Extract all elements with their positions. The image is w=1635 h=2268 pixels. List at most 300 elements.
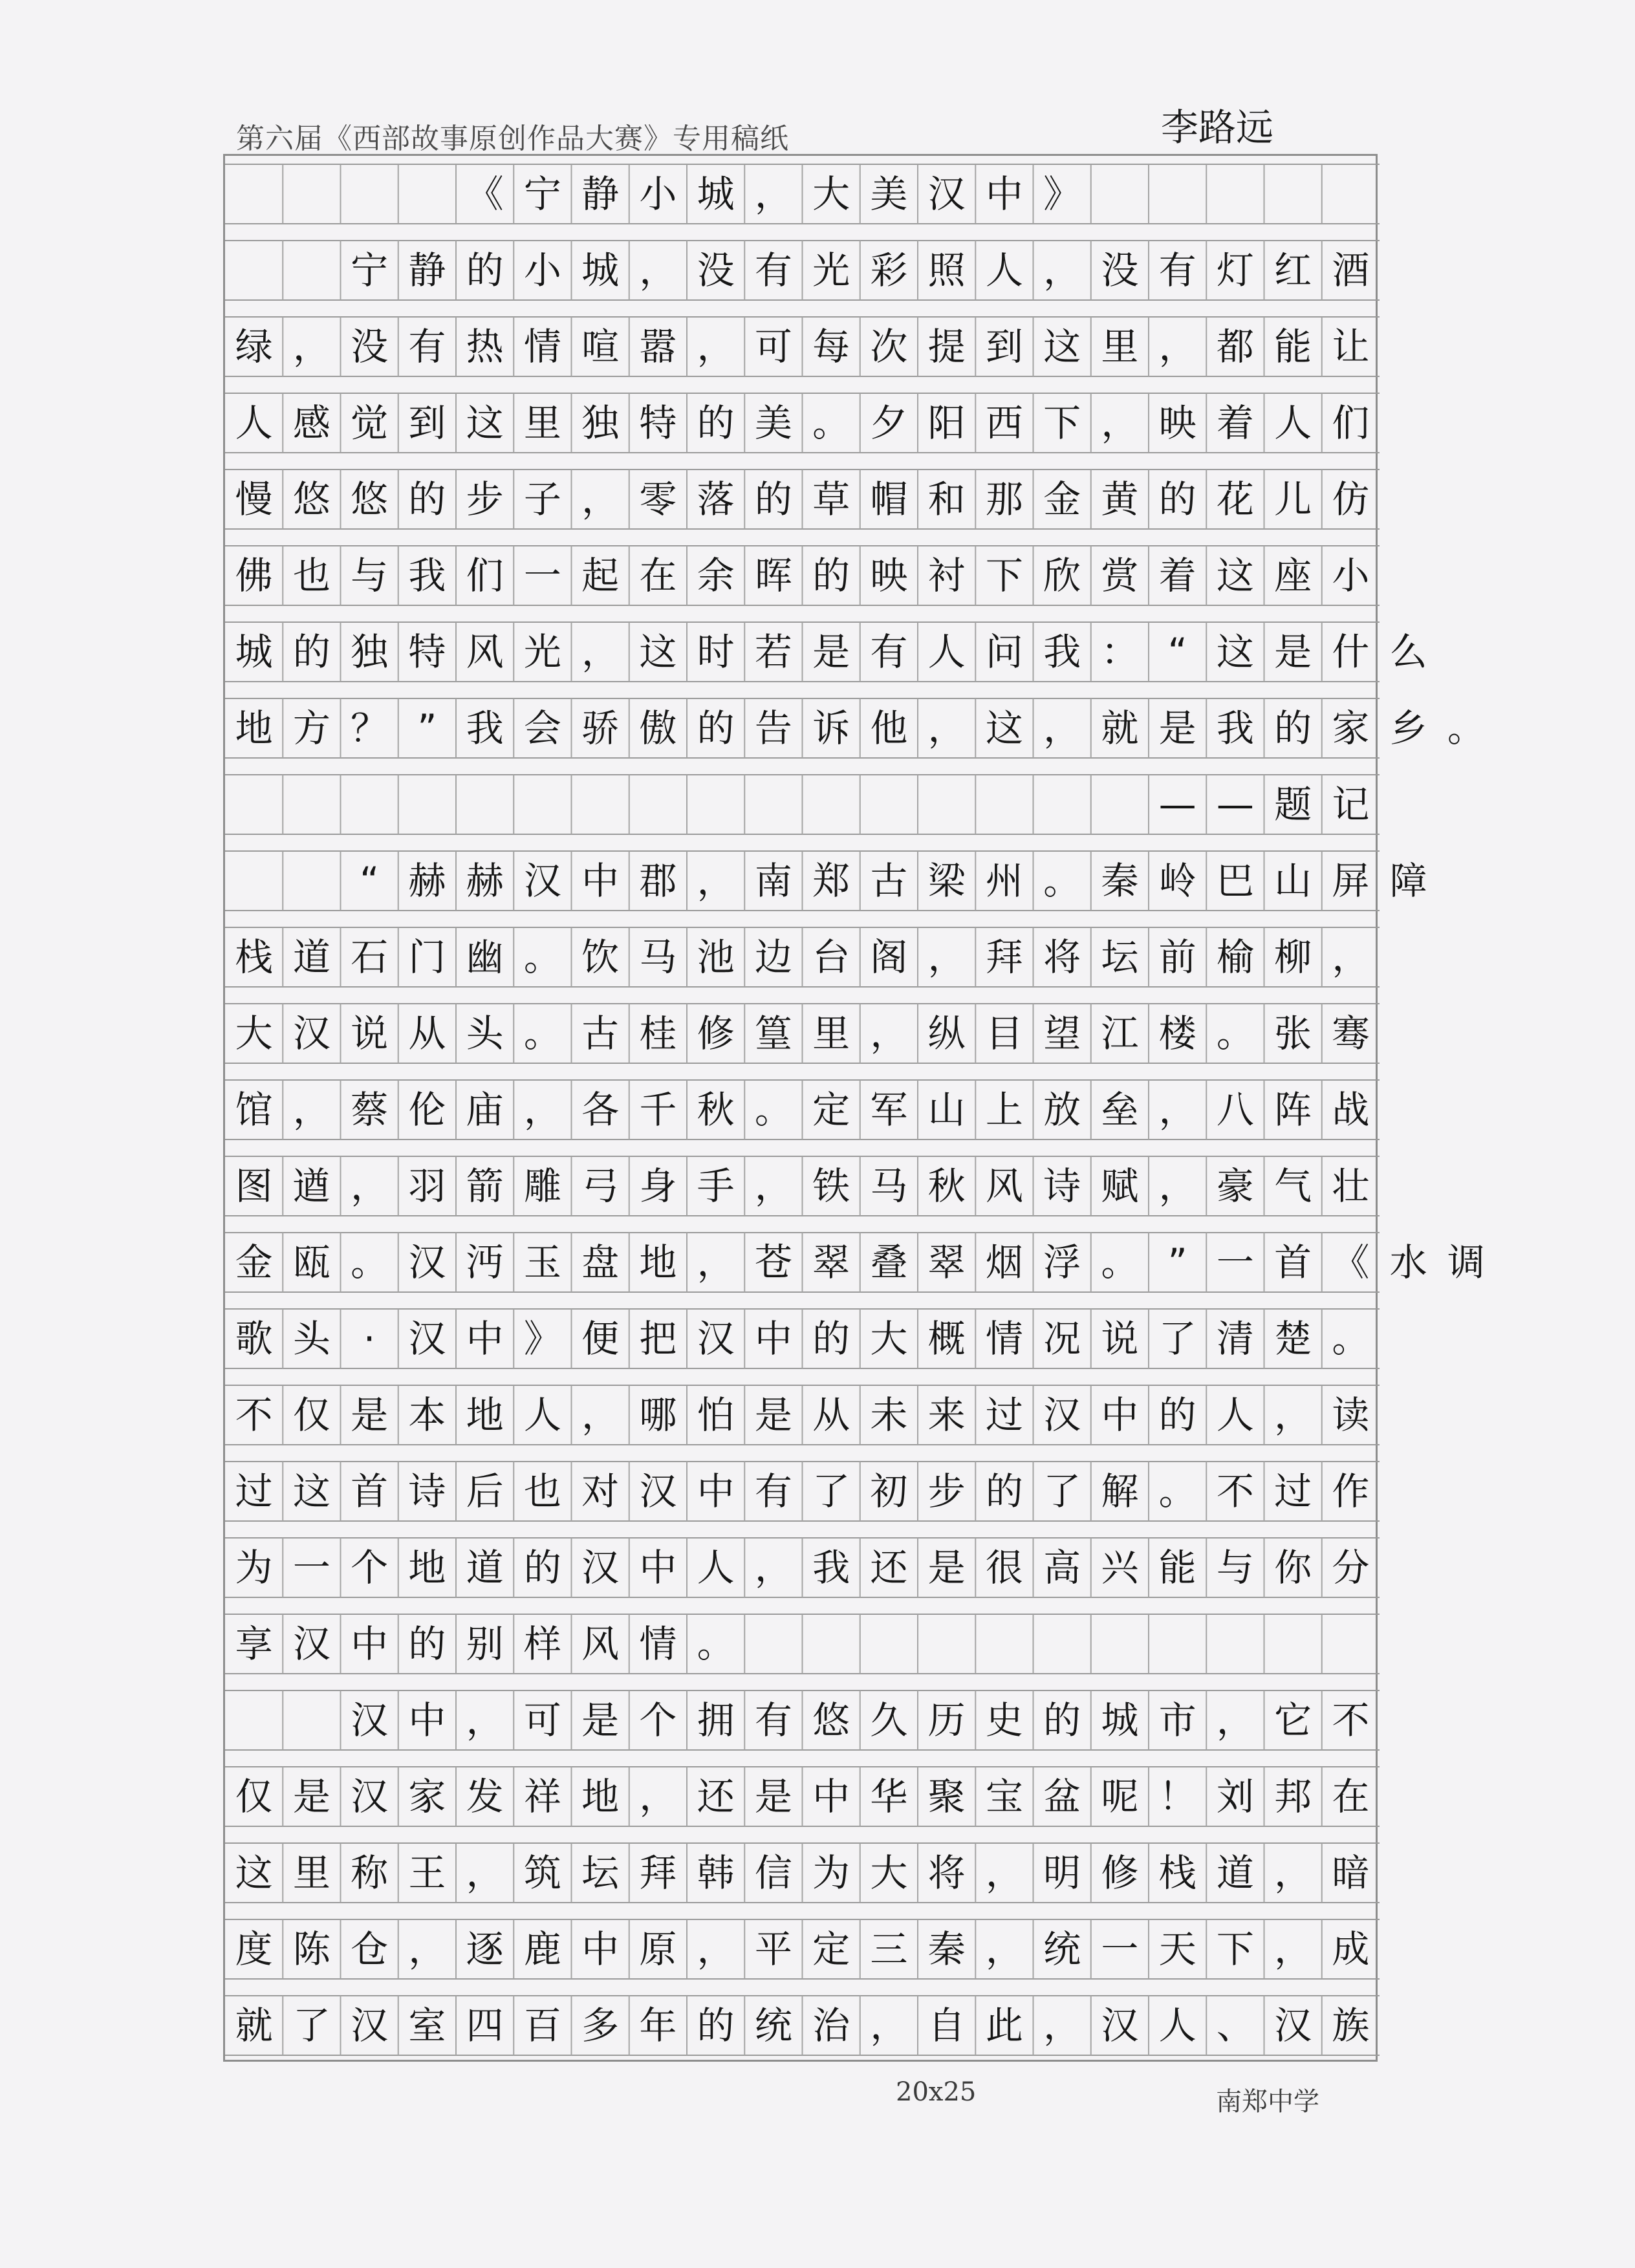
essay-char: 在	[639, 554, 677, 598]
essay-char: ，	[1274, 1927, 1312, 1971]
essay-char: 坛	[1101, 935, 1139, 979]
essay-char: 翠	[812, 1240, 850, 1284]
essay-char	[225, 1682, 283, 1758]
essay-char: 清	[1216, 1317, 1254, 1361]
essay-line	[225, 1682, 1380, 1758]
essay-char: 仿	[1332, 477, 1370, 521]
essay-char: 盆	[1043, 1775, 1081, 1819]
essay-char: 筑	[523, 1851, 561, 1895]
essay-char: 人	[927, 630, 966, 674]
essay-char: 南	[754, 859, 792, 903]
essay-char: 百	[523, 2003, 561, 2047]
essay-char: 首	[351, 1469, 389, 1513]
essay-char: 帽	[870, 477, 908, 521]
essay-char: 为	[235, 1546, 273, 1590]
essay-line	[225, 537, 1380, 614]
essay-char: 怕	[697, 1393, 735, 1437]
essay-char: 的	[697, 401, 735, 445]
essay-char: 汉	[639, 1469, 677, 1513]
essay-line	[225, 232, 1380, 308]
essay-char: 汉	[581, 1546, 620, 1590]
essay-char: 人	[1216, 1393, 1254, 1437]
essay-char: 方	[292, 706, 330, 750]
essay-line	[225, 1377, 1380, 1453]
essay-char: 里	[523, 401, 561, 445]
essay-char: 过	[1274, 1469, 1312, 1513]
essay-char: 欣	[1043, 554, 1081, 598]
essay-char: 可	[523, 1698, 561, 1742]
essay-char: 步	[927, 1469, 966, 1513]
essay-char: 读	[1332, 1393, 1370, 1437]
essay-char: 映	[870, 554, 908, 598]
essay-char: 平	[754, 1927, 792, 1971]
essay-char: 座	[1274, 554, 1312, 598]
essay-char: 梁	[927, 859, 966, 903]
essay-char: 绿	[235, 325, 273, 369]
essay-char: 有	[754, 1469, 792, 1513]
essay-char: 《	[466, 172, 504, 216]
essay-char: 箭	[466, 1164, 504, 1208]
essay-char: 子	[523, 477, 561, 521]
essay-char: ，	[927, 706, 966, 750]
essay-char: 不	[1216, 1469, 1254, 1513]
essay-char: 史	[985, 1698, 1023, 1742]
essay-char: 统	[1043, 1927, 1081, 1971]
essay-char: 特	[639, 401, 677, 445]
essay-char: 有	[1158, 248, 1196, 292]
essay-char: 人	[697, 1546, 735, 1590]
essay-char: 。	[1447, 706, 1485, 750]
essay-char: 特	[408, 630, 446, 674]
essay-char	[225, 843, 283, 919]
essay-line	[225, 614, 1427, 690]
essay-char: 城	[697, 172, 735, 216]
essay-char: 历	[927, 1698, 966, 1742]
essay-char: 千	[639, 1088, 677, 1132]
essay-char: 汉	[408, 1317, 446, 1361]
essay-line	[225, 995, 1380, 1072]
essay-char: 。	[1216, 1011, 1254, 1055]
essay-char: 大	[812, 172, 850, 216]
essay-char: 信	[754, 1851, 792, 1895]
essay-char: 是	[351, 1393, 389, 1437]
essay-char: 羽	[408, 1164, 446, 1208]
essay-char: 情	[523, 325, 561, 369]
essay-line	[225, 385, 1380, 461]
essay-char: 后	[466, 1469, 504, 1513]
essay-char: 么	[1389, 630, 1427, 674]
essay-char: 是	[1158, 706, 1196, 750]
essay-char: 个	[639, 1698, 677, 1742]
essay-line	[225, 1453, 1380, 1529]
essay-char: 中	[985, 172, 1023, 216]
essay-char: 零	[639, 477, 677, 521]
essay-char: 我	[408, 554, 446, 598]
essay-char: 地	[639, 1240, 677, 1284]
essay-char: 能	[1158, 1546, 1196, 1590]
essay-line	[225, 1224, 1485, 1301]
essay-char: ，	[639, 248, 677, 292]
essay-char: 是	[754, 1393, 792, 1437]
essay-char: 衬	[927, 554, 966, 598]
essay-char: 栈	[235, 935, 273, 979]
essay-char: 。	[523, 935, 561, 979]
essay-char: 下	[1043, 401, 1081, 445]
essay-char: 马	[639, 935, 677, 979]
essay-line	[225, 1835, 1380, 1911]
essay-char: 边	[754, 935, 792, 979]
essay-char: 不	[235, 1393, 273, 1437]
essay-char: 陈	[292, 1927, 330, 1971]
essay-char: 个	[351, 1546, 389, 1590]
essay-char: 阁	[870, 935, 908, 979]
essay-char: 说	[1101, 1317, 1139, 1361]
essay-char: 兴	[1101, 1546, 1139, 1590]
essay-char: 诉	[812, 706, 850, 750]
essay-char: 将	[927, 1851, 966, 1895]
essay-char: 很	[985, 1546, 1023, 1590]
essay-char: 和	[927, 477, 966, 521]
essay-char: ，	[1158, 325, 1196, 369]
essay-char: 高	[1043, 1546, 1081, 1590]
essay-char: 汉	[351, 2003, 389, 2047]
essay-char: 赋	[1101, 1164, 1139, 1208]
essay-char: 榆	[1216, 935, 1254, 979]
essay-char: ，	[466, 1698, 504, 1742]
essay-char: 情	[639, 1622, 677, 1666]
essay-char: 桂	[639, 1011, 677, 1055]
essay-char: 仅	[292, 1393, 330, 1437]
essay-char: 的	[408, 1622, 446, 1666]
essay-char: 。	[1101, 1240, 1139, 1284]
essay-char: 铁	[812, 1164, 850, 1208]
essay-char: 成	[1332, 1927, 1370, 1971]
essay-char: 彩	[870, 248, 908, 292]
essay-char: 浮	[1043, 1240, 1081, 1284]
essay-char: 告	[754, 706, 792, 750]
essay-char: 这	[985, 706, 1023, 750]
essay-char: 雕	[523, 1164, 561, 1208]
essay-char: 享	[235, 1622, 273, 1666]
essay-char: 有	[408, 325, 446, 369]
essay-char: 族	[1332, 2003, 1370, 2047]
essay-char: 中	[581, 859, 620, 903]
essay-char: 有	[870, 630, 908, 674]
essay-char: 地	[408, 1546, 446, 1590]
essay-char: 汉	[408, 1240, 446, 1284]
essay-char: 度	[235, 1927, 273, 1971]
essay-body	[225, 156, 1485, 2064]
essay-char: 岭	[1158, 859, 1196, 903]
essay-char: 楼	[1158, 1011, 1196, 1055]
essay-char: 人	[523, 1393, 561, 1437]
essay-char: 郑	[812, 859, 850, 903]
essay-char: 室	[408, 2003, 446, 2047]
essay-char: 人	[1274, 401, 1312, 445]
essay-char: 记	[1332, 783, 1370, 826]
essay-char: 前	[1158, 935, 1196, 979]
essay-char: 来	[927, 1393, 966, 1437]
essay-char: ，	[870, 2003, 908, 2047]
essay-char: 金	[235, 1240, 273, 1284]
essay-char: 是	[927, 1546, 966, 1590]
essay-char: 它	[1274, 1698, 1312, 1742]
essay-char: 四	[466, 2003, 504, 2047]
essay-char: 目	[985, 1011, 1023, 1055]
essay-char: 》	[1043, 172, 1081, 216]
essay-char: 的	[523, 1546, 561, 1590]
essay-char: 赫	[408, 859, 446, 903]
essay-char: 这	[235, 1851, 273, 1895]
essay-char: 弓	[581, 1164, 620, 1208]
essay-char: 仓	[351, 1927, 389, 1971]
essay-char: 汉	[927, 172, 966, 216]
essay-char: 还	[870, 1546, 908, 1590]
essay-char: 秦	[1101, 859, 1139, 903]
essay-char: 落	[697, 477, 735, 521]
essay-char: 就	[235, 2003, 273, 2047]
essay-char: 拜	[639, 1851, 677, 1895]
essay-char: 烟	[985, 1240, 1023, 1284]
essay-line	[225, 1606, 1380, 1682]
essay-char: 中	[697, 1469, 735, 1513]
essay-char: 头	[292, 1317, 330, 1361]
essay-char: 的	[812, 554, 850, 598]
essay-char: 过	[985, 1393, 1023, 1437]
essay-char: 是	[1274, 630, 1312, 674]
essay-char: ，	[292, 325, 330, 369]
essay-char: 治	[812, 2003, 850, 2047]
essay-char: ，	[1332, 935, 1370, 979]
essay-char: 仅	[235, 1775, 273, 1819]
essay-char: 我	[812, 1546, 850, 1590]
essay-char: 就	[1101, 706, 1139, 750]
essay-char: 饮	[581, 935, 620, 979]
essay-char: 是	[581, 1698, 620, 1742]
essay-char: 。	[697, 1622, 735, 1666]
essay-char: 秋	[697, 1088, 735, 1132]
essay-char: 气	[1274, 1164, 1312, 1208]
essay-char: 也	[292, 554, 330, 598]
essay-char: 便	[581, 1317, 620, 1361]
essay-char: 首	[1274, 1240, 1312, 1284]
essay-char: 我	[1043, 630, 1081, 674]
essay-char: 。	[754, 1088, 792, 1132]
essay-char: 的	[292, 630, 330, 674]
essay-char: 宁	[351, 248, 389, 292]
essay-char: ，	[1043, 248, 1081, 292]
essay-line	[225, 1987, 1380, 2064]
essay-char: 伦	[408, 1088, 446, 1132]
essay-char: 逐	[466, 1927, 504, 1971]
essay-char: 。	[1332, 1317, 1370, 1361]
essay-char: 王	[408, 1851, 446, 1895]
essay-char: 郡	[639, 859, 677, 903]
essay-char: 水	[1389, 1240, 1427, 1284]
essay-char: 都	[1216, 325, 1254, 369]
essay-char: 从	[812, 1393, 850, 1437]
essay-char: ，	[408, 1927, 446, 1971]
essay-char: 上	[985, 1088, 1023, 1132]
essay-char: 张	[1274, 1011, 1312, 1055]
essay-char: 战	[1332, 1088, 1370, 1132]
essay-char: 静	[408, 248, 446, 292]
essay-char: —	[1158, 783, 1196, 826]
essay-line	[225, 843, 1427, 919]
essay-char: 题	[1274, 783, 1312, 826]
essay-char: 、	[1216, 2003, 1254, 2047]
essay-char: 余	[697, 554, 735, 598]
essay-char: 城	[581, 248, 620, 292]
essay-char: 乡	[1389, 706, 1427, 750]
essay-char: 问	[985, 630, 1023, 674]
essay-char: 各	[581, 1088, 620, 1132]
essay-char: 州	[985, 859, 1023, 903]
essay-char: 。	[523, 1011, 561, 1055]
essay-char: 修	[697, 1011, 735, 1055]
essay-char: 下	[1216, 1927, 1254, 1971]
essay-char: 夕	[870, 401, 908, 445]
essay-char: 汉	[292, 1622, 330, 1666]
essay-char: 遒	[292, 1164, 330, 1208]
essay-char: 下	[985, 554, 1023, 598]
essay-char: 大	[870, 1851, 908, 1895]
essay-char: 马	[870, 1164, 908, 1208]
manuscript-paper-title: 第六届《西部故事原创作品大赛》专用稿纸	[236, 122, 789, 155]
essay-char: 人	[235, 401, 273, 445]
essay-char: 赫	[466, 859, 504, 903]
essay-char: 暗	[1332, 1851, 1370, 1895]
essay-char: 了	[292, 2003, 330, 2047]
essay-char: ，	[985, 1851, 1023, 1895]
essay-char: 定	[812, 1088, 850, 1132]
essay-char: 到	[408, 401, 446, 445]
essay-char: 一	[292, 1546, 330, 1590]
essay-char: 幽	[466, 935, 504, 979]
essay-char: 障	[1389, 859, 1427, 903]
essay-char: 宝	[985, 1775, 1023, 1819]
essay-char: 红	[1274, 248, 1312, 292]
essay-char: 起	[581, 554, 620, 598]
essay-char: 解	[1101, 1469, 1139, 1513]
essay-char: 台	[812, 935, 850, 979]
essay-char: 石	[351, 935, 389, 979]
manuscript-grid	[223, 154, 1485, 2062]
essay-char: 望	[1043, 1011, 1081, 1055]
essay-char: 中	[754, 1317, 792, 1361]
essay-char: 为	[812, 1851, 850, 1895]
essay-char: ，	[1216, 1698, 1254, 1742]
essay-char: 照	[927, 248, 966, 292]
essay-char: 分	[1332, 1546, 1370, 1590]
essay-char: 西	[985, 401, 1023, 445]
essay-char: 每	[812, 325, 850, 369]
essay-char: 会	[523, 706, 561, 750]
essay-char: 栈	[1158, 1851, 1196, 1895]
essay-char: 身	[639, 1164, 677, 1208]
essay-char: 玉	[523, 1240, 561, 1284]
essay-char: 独	[351, 630, 389, 674]
essay-char: 的	[1274, 706, 1312, 750]
essay-char: 中	[408, 1698, 446, 1742]
essay-char: 时	[697, 630, 735, 674]
essay-char: 这	[1043, 325, 1081, 369]
essay-char: 垒	[1101, 1088, 1139, 1132]
essay-char: 喧	[581, 325, 620, 369]
essay-char: 军	[870, 1088, 908, 1132]
essay-char: 多	[581, 2003, 620, 2047]
essay-char: ”	[417, 706, 437, 750]
essay-char: 小	[523, 248, 561, 292]
essay-char: 汉	[697, 1317, 735, 1361]
essay-char: 提	[927, 325, 966, 369]
essay-char: 什	[1332, 630, 1370, 674]
author-name: 李路远	[1161, 105, 1274, 149]
essay-char: 拥	[697, 1698, 735, 1742]
essay-line	[225, 766, 1380, 843]
essay-char: 是	[292, 1775, 330, 1819]
essay-char: 歌	[235, 1317, 273, 1361]
essay-char: ，	[1043, 2003, 1081, 2047]
essay-char: 阵	[1274, 1088, 1312, 1132]
essay-char: 沔	[466, 1240, 504, 1284]
essay-char: 中	[639, 1546, 677, 1590]
essay-char: 汉	[523, 859, 561, 903]
essay-char: ，	[754, 1164, 792, 1208]
essay-char: 美	[754, 401, 792, 445]
essay-char: 汉	[1043, 1393, 1081, 1437]
essay-char: 热	[466, 325, 504, 369]
essay-char: 况	[1043, 1317, 1081, 1361]
essay-char: 次	[870, 325, 908, 369]
essay-char: 是	[812, 630, 850, 674]
essay-char: ，	[523, 1088, 561, 1132]
essay-line	[225, 1911, 1380, 1987]
essay-char: 汉	[1274, 2003, 1312, 2047]
essay-char: 纵	[927, 1011, 966, 1055]
essay-char: 坛	[581, 1851, 620, 1895]
essay-char: 家	[1332, 706, 1370, 750]
essay-char: 若	[754, 630, 792, 674]
essay-char: 馆	[235, 1088, 273, 1132]
essay-char: 蔡	[351, 1088, 389, 1132]
essay-char: 我	[1216, 706, 1254, 750]
essay-char: 的	[1158, 1393, 1196, 1437]
essay-char: 在	[1332, 1775, 1370, 1819]
essay-char: 诗	[1043, 1164, 1081, 1208]
essay-char	[225, 232, 283, 308]
essay-char: 八	[1216, 1088, 1254, 1132]
essay-char: ，	[1274, 1851, 1312, 1895]
essay-char: 。	[812, 401, 850, 445]
essay-char: 别	[466, 1622, 504, 1666]
essay-char: 韩	[697, 1851, 735, 1895]
essay-char: 没	[351, 325, 389, 369]
essay-char: 的	[408, 477, 446, 521]
essay-line	[225, 308, 1380, 385]
essay-char: 人	[985, 248, 1023, 292]
essay-char: 的	[466, 248, 504, 292]
school-name: 南郑中学	[1216, 2087, 1319, 2117]
essay-char: 古	[870, 859, 908, 903]
essay-char: 发	[466, 1775, 504, 1819]
essay-char: 那	[985, 477, 1023, 521]
essay-char: 说	[351, 1011, 389, 1055]
essay-char: 着	[1216, 401, 1254, 445]
essay-char: 明	[1043, 1851, 1081, 1895]
essay-char: 让	[1332, 325, 1370, 369]
essay-char: 豪	[1216, 1164, 1254, 1208]
